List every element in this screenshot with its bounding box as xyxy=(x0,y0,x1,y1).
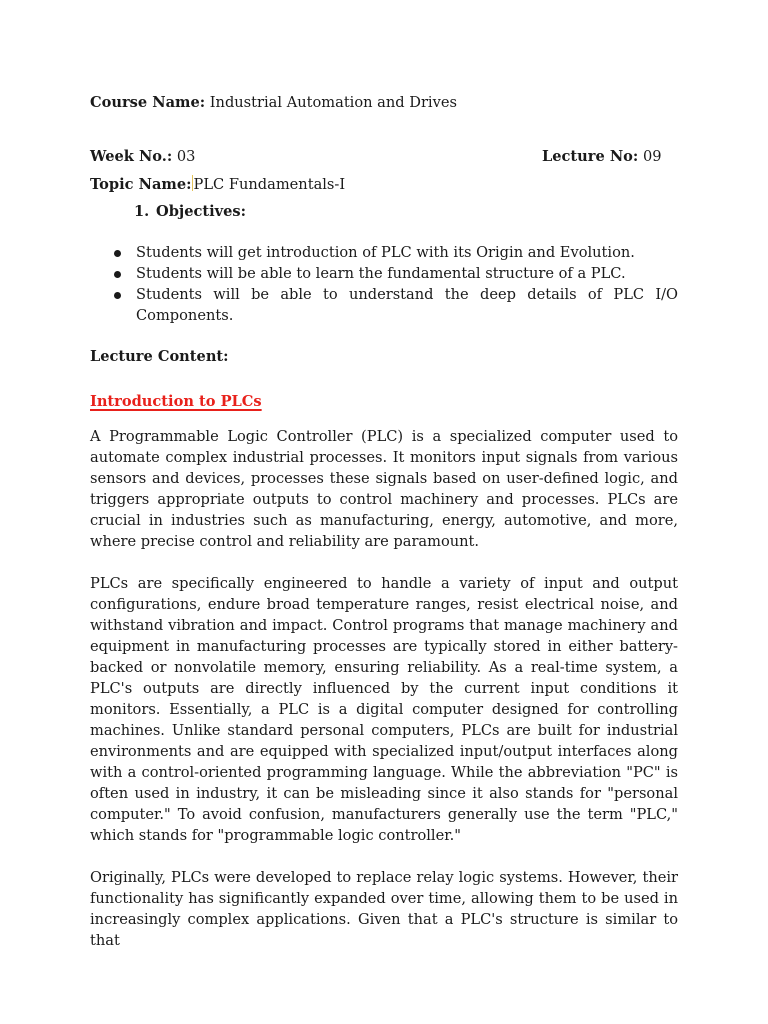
paragraph: PLCs are specifically engineered to handle a variety of input and output configurations, endure broad temperature ranges, resist electrical noise, and withstand vibration and impact. Control programs that manage machinery and equipment in manufacturing processes are typically stored in either battery-backed or nonvolatile memory, ensuring reliability. As a real-time system, a PLC's outputs are directly influenced by the current input conditions it monitors. Essentially, a PLC is a digital computer designed for controlling machines. Unlike standard personal computers, PLCs are built for industrial environments and are equipped with specialized input/output interfaces along with a control-oriented programming language. While the abbreviation "PC" is often used in industry, it can be misleading since it also stands for "personal computer." To avoid confusion, manufacturers generally use the term "PLC," which stands for "programmable logic controller." xyxy=(90,575,678,844)
course-name-value: Industrial Automation and Drives xyxy=(209,94,457,111)
course-name-line xyxy=(90,92,457,113)
topic-name-value: PLC Fundamentals-I xyxy=(193,176,346,193)
week-number-label: Week No.: xyxy=(90,148,173,165)
lecture-number-value: 09 xyxy=(642,148,662,165)
lecture-number-label: Lecture No: xyxy=(542,148,639,165)
list-item xyxy=(90,284,678,326)
objectives-number: 1. xyxy=(134,203,150,220)
bullet-icon xyxy=(114,271,121,278)
topic-name-label: Topic Name: xyxy=(90,176,192,193)
course-name-label: Course Name: xyxy=(90,94,206,111)
bullet-icon xyxy=(114,250,121,257)
list-item-text: Students will get introduction of PLC with its Origin and Evolution. xyxy=(136,244,635,261)
list-item xyxy=(90,242,678,263)
paragraph: A Programmable Logic Controller (PLC) is a specialized computer used to automate complex industrial processes. It monitors input signals from various sensors and devices, processes these signals based on user-defined logic, and triggers appropriate outputs to control machinery and processes. PLCs are crucial in industries such as manufacturing, energy, automotive, and more, where precise control and reliability are paramount. xyxy=(90,428,678,550)
list-item-text: Students will be able to understand the deep details of PLC I/O Components. xyxy=(136,286,678,324)
section-heading: Introduction to PLCs xyxy=(90,393,262,410)
objectives-heading xyxy=(134,201,246,222)
paragraph: Originally, PLCs were developed to replace relay logic systems. However, their functionality has significantly expanded over time, allowing them to be used in increasingly complex applications. Given that a PLC's structure is similar to that xyxy=(90,869,678,949)
list-item-text: Students will be able to learn the fundamental structure of a PLC. xyxy=(136,265,626,282)
week-number-line xyxy=(90,146,195,167)
text-cursor xyxy=(192,175,193,191)
lecture-number-line xyxy=(542,146,662,167)
bullet-icon xyxy=(114,292,121,299)
lecture-content-heading: Lecture Content: xyxy=(90,348,229,365)
list-item xyxy=(90,263,678,284)
week-number-value: 03 xyxy=(176,148,196,165)
topic-name-line xyxy=(90,174,345,195)
objectives-list xyxy=(90,242,678,326)
objectives-title: Objectives: xyxy=(156,203,247,220)
